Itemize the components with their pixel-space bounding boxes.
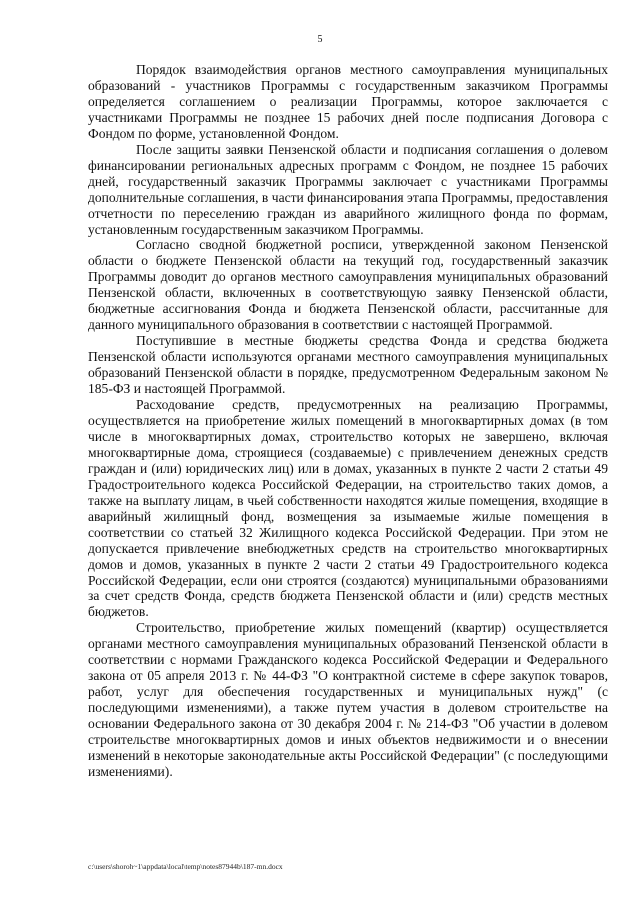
paragraph-construction: Строительство, приобретение жилых помещений (квартир) осуществляется органами местного самоуправления муниципальных образований Пензенской области в соответствии с нормами Гражданского кодекса Российской Федерации и Федерального закона от 05 апреля 2013 г. № 44-ФЗ "О контрактной системе в сфере закупок товаров, работ, услуг для обеспечения государственных и муниципальных нужд" (с последующими изменениями), а также путем участия в долевом строительстве на основании Федерального закона от 30 декабря 2004 г. № 214-ФЗ "Об участии в долевом строительстве многоквартирных домов и иных объектов недвижимости и о внесении изменений в некоторые законодательные акты Российской Федерации" (с последующими изменениями).: [88, 620, 608, 779]
body-text: [88, 62, 608, 780]
footer-file-path: c:\users\shoroh~1\appdata\local\temp\notes87944b\187-mn.docx: [88, 862, 283, 871]
paragraph-funds-usage: Поступившие в местные бюджеты средства Фонда и средства бюджета Пензенской области используются органами местного самоуправления муниципальных образований Пензенской области в порядке, предусмотренном Федеральным законом № 185-ФЗ и настоящей Программой.: [88, 333, 608, 397]
paragraph-expenditure: Расходование средств, предусмотренных на реализацию Программы, осуществляется на приобретение жилых помещений в многоквартирных домах (в том числе в многоквартирных домах, строительство которых не завершено, включая многоквартирные дома, строящиеся (создаваемые) с привлечением денежных средств граждан и (или) юридических лиц) или в домах, указанных в пункте 2 части 2 статьи 49 Градостроительного кодекса Российской Федерации, на строительство таких домов, а также на выплату лицам, в чьей собственности находятся жилые помещения, входящие в аварийный жилищный фонд, возмещения за изымаемые жилые помещения в соответствии со статьей 32 Жилищного кодекса Российской Федерации. При этом не допускается привлечение внебюджетных средств на строительство многоквартирных домов и домов, указанных в пункте 2 части 2 статьи 49 Градостроительного кодекса Российской Федерации, если они строятся (создаются) муниципальными образованиями за счет средств Фонда, средств бюджета Пензенской области и (или) средств местных бюджетов.: [88, 397, 608, 620]
paragraph-additional-agreements: После защиты заявки Пензенской области и подписания соглашения о долевом финансировании региональных адресных программ с Фондом, не позднее 15 рабочих дней, государственный заказчик Программы заключает с участниками Программы дополнительные соглашения, в части финансирования этапа Программы, предоставления отчетности по переселению граждан из аварийного жилищного фонда по формам, установленным государственным заказчиком Программы.: [88, 141, 608, 237]
paragraph-budget-allocations: Согласно сводной бюджетной росписи, утвержденной законом Пензенской области о бюджете Пензенской области на текущий год, государственный заказчик Программы доводит до органов местного самоуправления муниципальных образований Пензенской области, включенных в соответствующую заявку Пензенской области, бюджетные ассигнования Фонда и бюджета Пензенской области, рассчитанные для данного муниципального образования в соответствии с настоящей Программой.: [88, 237, 608, 333]
paragraph-interaction-order: Порядок взаимодействия органов местного самоуправления муниципальных образований - участников Программы с государственным заказчиком Программы определяется соглашением о реализации Программы, которое заключается с участниками Программы не позднее 15 рабочих дней после подписания Договора с Фондом по форме, установленной Фондом.: [88, 62, 608, 141]
page-number: 5: [317, 34, 323, 45]
